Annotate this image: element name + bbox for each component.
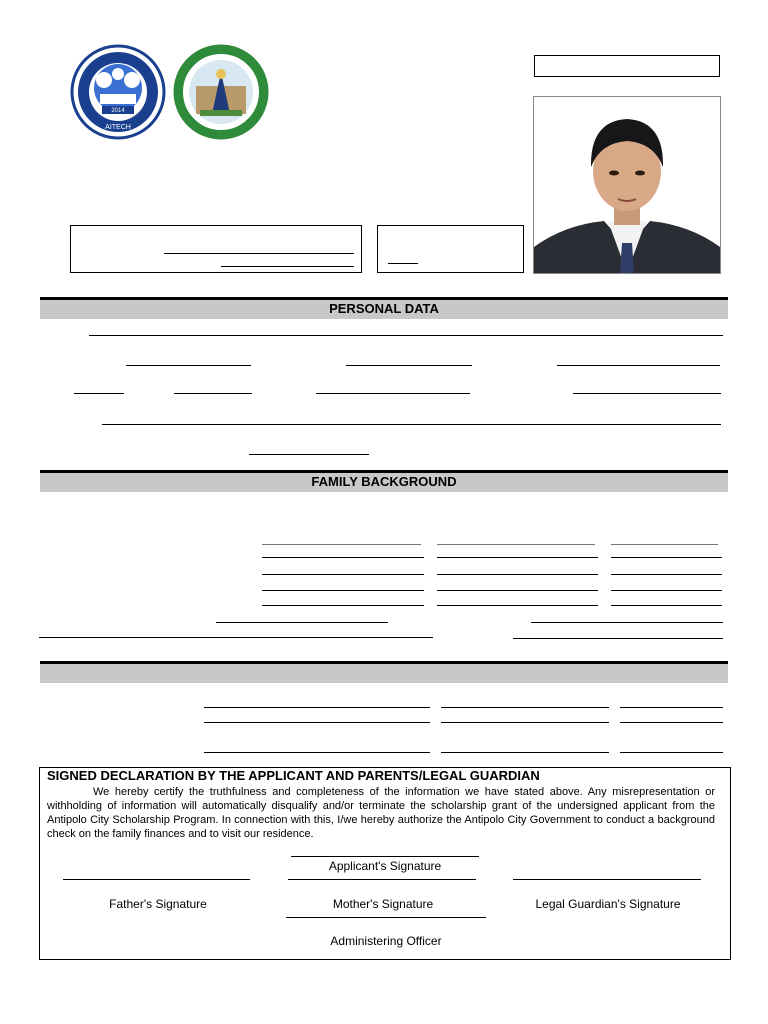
field-line[interactable] — [74, 393, 124, 394]
declaration-title: SIGNED DECLARATION BY THE APPLICANT AND PARENTS/LEGAL GUARDIAN — [47, 768, 540, 783]
family-field-line[interactable] — [262, 574, 424, 575]
father-signature-label: Father's Signature — [109, 897, 207, 911]
info-line-2[interactable] — [221, 266, 354, 267]
guardian-signature-label: Legal Guardian's Signature — [535, 897, 681, 911]
field-line[interactable] — [346, 365, 472, 366]
row-field-line[interactable] — [204, 752, 430, 753]
family-field-line[interactable] — [437, 605, 598, 606]
date-box — [377, 225, 524, 273]
address-line[interactable] — [102, 424, 721, 425]
family-field-line[interactable] — [531, 622, 723, 623]
family-field-line[interactable] — [611, 557, 722, 558]
aitech-year: 2014 — [111, 108, 125, 114]
control-number-box — [534, 55, 720, 77]
family-field-line[interactable] — [611, 605, 722, 606]
row-field-line[interactable] — [620, 722, 723, 723]
row-field-line[interactable] — [441, 722, 609, 723]
row-field-line[interactable] — [441, 752, 609, 753]
column-line — [437, 544, 595, 545]
date-line[interactable] — [388, 263, 418, 264]
info-line-1[interactable] — [164, 253, 354, 254]
family-field-line[interactable] — [437, 574, 598, 575]
family-field-line[interactable] — [216, 622, 388, 623]
applicant-signature-line[interactable] — [291, 856, 479, 857]
family-field-line[interactable] — [611, 574, 722, 575]
family-field-line[interactable] — [262, 605, 424, 606]
column-line — [262, 544, 421, 545]
guardian-signature-line[interactable] — [513, 879, 701, 880]
applicant-signature-label: Applicant's Signature — [328, 859, 442, 873]
officer-label: Administering Officer — [330, 934, 442, 948]
family-background-header: FAMILY BACKGROUND — [40, 470, 728, 492]
mother-signature-line[interactable] — [288, 879, 476, 880]
applicant-photo — [533, 96, 721, 274]
officer-signature-line[interactable] — [286, 917, 486, 918]
field-line[interactable] — [316, 393, 470, 394]
family-field-line[interactable] — [39, 637, 433, 638]
declaration-body-text: We hereby certify the truthfulness and completeness of the information we have stated above. Any misrepresentation or withholding of information will automatically disqualify and/or terminate the scholarship grant of the undersigned applicant from the Antipolo City Scholarship Program. In connection with this, I/we hereby authorize the Antipolo City Government to conduct a background check on the family finances and to visit our residence. — [47, 786, 715, 840]
field-line[interactable] — [249, 454, 369, 455]
row-field-line[interactable] — [620, 707, 723, 708]
field-line[interactable] — [174, 393, 252, 394]
field-line[interactable] — [573, 393, 721, 394]
field-line[interactable] — [557, 365, 720, 366]
full-name-line[interactable] — [89, 335, 723, 336]
father-signature-line[interactable] — [63, 879, 250, 880]
applicant-photo-icon — [534, 97, 720, 273]
aitech-seal-logo — [68, 44, 168, 140]
family-field-line[interactable] — [513, 638, 723, 639]
row-field-line[interactable] — [620, 752, 723, 753]
family-field-line[interactable] — [262, 590, 424, 591]
row-field-line[interactable] — [441, 707, 609, 708]
row-field-line[interactable] — [204, 722, 430, 723]
aitech-abbr: AITECH — [105, 124, 131, 131]
mother-signature-label: Mother's Signature — [332, 897, 434, 911]
personal-data-header: PERSONAL DATA — [40, 297, 728, 319]
family-field-line[interactable] — [437, 557, 598, 558]
field-line[interactable] — [126, 365, 251, 366]
column-line — [611, 544, 718, 545]
antipolo-seal-logo — [172, 44, 270, 140]
family-field-line[interactable] — [262, 557, 424, 558]
declaration-body — [47, 785, 715, 841]
family-field-line[interactable] — [611, 590, 722, 591]
section-header-blank — [40, 661, 728, 683]
row-field-line[interactable] — [204, 707, 430, 708]
applicant-info-box — [70, 225, 362, 273]
family-field-line[interactable] — [437, 590, 598, 591]
